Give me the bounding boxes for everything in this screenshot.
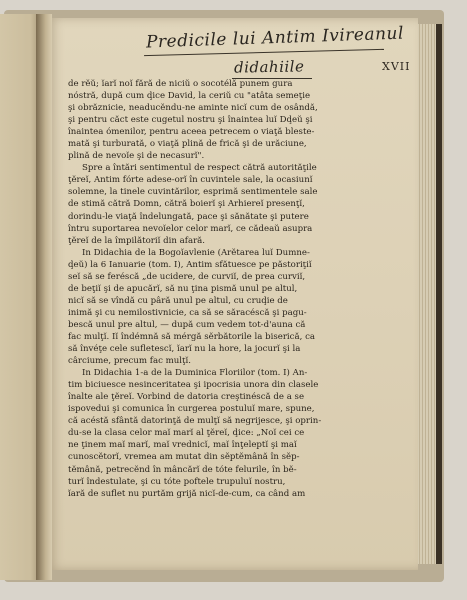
text-line: de beţiĭ şi de apucărĭ, să nu ţina pismă unul pe altul, (68, 283, 298, 294)
text-line: In Didachia 1-a de la Duminica Floriilor (tom. I) An- (82, 368, 308, 379)
text-line: du-se la clasa celor maĭ marĭ al ţĕreĭ, ḑice: „Noĭ cei ce (68, 428, 305, 439)
text-line: Spre a întări sentimentul de respect cătră autorităţile (82, 163, 317, 174)
text-line: ne ţinem maĭ marĭ, maĭ vrednicĭ, maĭ înţeleptĭ şi maĭ (68, 440, 297, 451)
text-line: ḑeŭ) la 6 Ianuarie (tom. I), Antim sfătuesce pe păstoriţiĭ (68, 259, 312, 270)
text-line: plină de nevoĭe şi de necasurĭ". (68, 151, 205, 162)
text-line: şi obrăznicie, neaducĕndu-ne aminte nicĭ cum de osândă, (68, 103, 318, 114)
text-line: seĭ să se feréscă „de ucidere, de curviĭ, de prea curviĭ, (68, 271, 306, 282)
text-line: solemne, la tinele cuvintărilor, esprimă sentimentele sale (68, 187, 318, 198)
handwritten-title: Predicile lui Antim Ivireanul (145, 23, 405, 53)
text-line: tĕmână, petrecĕnd în mâncărĭ de tóte felurile, în bĕ- (68, 464, 297, 475)
text-line: In Didachia de la Bogoĭavlenie (Arĕtarea luĭ Dumne- (82, 247, 310, 258)
body-text (68, 78, 408, 558)
text-line: cârciume, precum fac mulţĭ. (68, 356, 191, 367)
text-line: turĭ îndestulate, şi cu tóte poftele trupuluĭ nostru, (68, 476, 286, 487)
text-line: ţĕreĭ, Antim fórte adese-orĭ în cuvintele sale, la ocasiunĭ (68, 175, 313, 186)
book-page (48, 18, 418, 570)
text-line: dorindu-le viaţă îndelungată, pace şi sănătate şi putere (68, 211, 309, 222)
text-line: şi pentru căct este cugetul nostru şi înaintea luĭ Dḑeŭ şi (68, 115, 313, 126)
text-line: înaintea ómenilor, pentru aceea petrecem o viaţă bleste- (68, 127, 315, 138)
text-line: nicĭ să se vîndă cu pâră unul pe altul, cu cruḑie de (68, 295, 288, 306)
text-line: înalte ale ţĕreĭ. Vorbind de datoria creştinéscă de a se (68, 392, 305, 403)
text-line: inimă şi cu nemilostivnicie, ca să se săracéscă şi pagu- (68, 307, 307, 318)
text-line: bescă unul pre altul, — după cum vedem tot-d'auna că (68, 319, 306, 330)
text-line: de rĕŭ; ĭarĭ noĭ fără de niciŭ o socotélă punem gura (68, 79, 293, 89)
text-line: ţĕreĭ de la împilătoriĭ din afară. (68, 235, 206, 246)
page-edges (414, 24, 442, 564)
text-line: ĭară de suflet nu purtăm grijă nicĭ-de-cum, ca când am (68, 488, 306, 499)
text-line: de stimă cătră Domn, cătră boierĭ şi Arhiereĭ presenţĭ, (68, 199, 305, 210)
text-line: mată şi turburată, o viaţă plină de frică şi de urăciune, (68, 139, 307, 150)
spine-gutter (36, 14, 52, 580)
page-number: XVII (382, 60, 411, 73)
handwritten-subtitle: didahiile (233, 57, 305, 77)
text-line: fac mulţĭ. Iĭ îndémnă să mérgă sĕrbătorile la biserică, ca (68, 331, 316, 342)
text-line: ispovedui şi comunica în curgerea postuluĭ mare, spune, (68, 404, 315, 415)
text-line: nóstră, după cum ḑice David, la ceriŭ cu "atâta semeţie (68, 91, 311, 102)
text-line: întru suportarea nevoĭelor celor marĭ, ce cădeaŭ asupra (68, 223, 313, 234)
text-line: cunoscĕtorĭ, vremea am mutat din sĕptĕmână în sĕp- (68, 452, 300, 463)
text-line: tim biciuesce nesinceritatea şi ipocrisia unora din clasele (68, 380, 319, 391)
text-line: că acéstă sfântă datorinţă de mulţĭ să negrijesce, şi oprin- (68, 416, 322, 427)
text-line: să învéţe cele sufletescĭ, ĭarĭ nu la hore, la jocurĭ şi la (68, 344, 301, 355)
